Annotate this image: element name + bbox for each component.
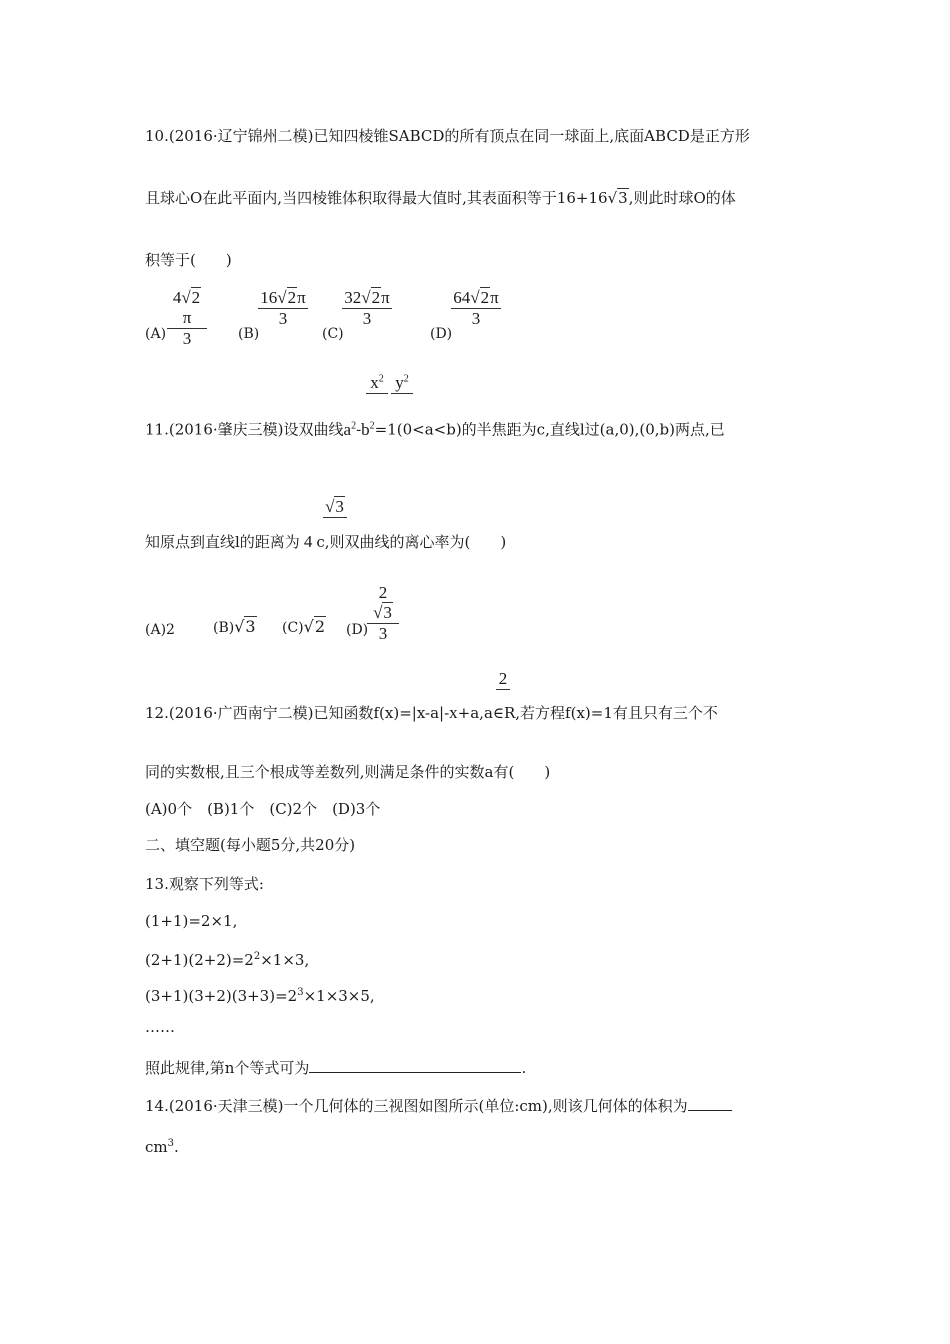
q11-line1-text-b: =1(0<a<b)的半焦距为c,直线l过(a,0),(0,b)两点,已 — [374, 420, 725, 439]
q10-line1: 10.(2016·辽宁锦州二模)已知四棱锥SABCD的所有顶点在同一球面上,底面ABCD是正方形 — [145, 127, 750, 145]
q10-option-d-label: (D) — [430, 326, 453, 342]
q11-option-a: (A)2 — [145, 622, 175, 638]
q12-line1-text-b: +a,a∈R,若方程f(x)=1有且只有三个不 — [457, 704, 718, 722]
section-heading: 二、填空题(每小题5分,共20分) — [145, 836, 356, 854]
q11-line1 — [145, 417, 725, 439]
q11-option-c: (C)√2 — [282, 617, 326, 636]
q12-fraction-numerator: 2 — [496, 669, 510, 690]
q11-den-b: $b^2$ — [361, 419, 375, 439]
q13-answer-blank[interactable] — [309, 1058, 521, 1073]
q10-option-c-label: (C) — [322, 326, 344, 342]
q10-option-a-fraction: 4√2π 3 — [167, 288, 207, 349]
q11-line2-text-b: c,则双曲线的离心率为( ) — [316, 533, 507, 551]
q11-den-a: $a^2$ — [343, 419, 357, 439]
q11-fraction-x-numerator: $x^2$ — [366, 373, 388, 394]
q11-fraction-y-numerator: $y^2$ — [391, 373, 413, 394]
q10-line2 — [145, 189, 736, 207]
q10-option-a-label: (A) — [145, 326, 167, 342]
q10-line3: 积等于( ) — [145, 251, 232, 269]
q12-line1-text-a: 12.(2016·广西南宁二模)已知函数f(x)=|x-a|- — [145, 704, 450, 722]
q11-distance-numerator: √3 — [323, 497, 347, 518]
q13-eq3: $(3+1)(3+2)(3+3)=2^3\times 1\times 3\times 5$, — [145, 987, 375, 1005]
q11-line2-text-a: 知原点到直线l的距离为 — [145, 533, 300, 551]
q14-line1: 14.(2016·天津三模)一个几何体的三视图如图所示(单位:cm),则该几何体的体积为 — [145, 1096, 732, 1115]
q10-line2-text-b: ,则此时球O的体 — [628, 189, 736, 207]
q13-dots: …… — [145, 1018, 175, 1036]
q11-option-d-fraction: 2√3 3 — [367, 583, 399, 644]
q10-option-b-fraction: 16√2π 3 — [258, 288, 308, 329]
q11-option-d-label: (D) — [346, 622, 369, 638]
q12-line1 — [145, 704, 718, 722]
q11-line1-text-a: 11.(2016·肇庆三模)设双曲线 — [145, 420, 344, 439]
sqrt-symbol: √3 — [607, 189, 628, 207]
q11-distance-denominator: 4 — [303, 532, 313, 551]
q10-option-b-label: (B) — [238, 326, 260, 342]
q13-eq2: $(2+1)(2+2)=2^2\times 1\times 3$, — [145, 951, 310, 969]
q13-eq1: (1+1)=2×1, — [145, 912, 238, 930]
q10-option-d-fraction: 64√2π 3 — [451, 288, 501, 329]
q10-line2-text-a: 且球心O在此平面内,当四棱锥体积取得最大值时,其表面积等于16+16 — [145, 189, 608, 207]
q13-last: 照此规律,第n个等式可为 . — [145, 1059, 527, 1077]
q12-fraction-denominator: x — [449, 703, 458, 722]
q11-option-b: (B)√3 — [213, 617, 256, 636]
q14-answer-blank[interactable] — [688, 1096, 732, 1111]
q10-option-c-fraction: 32√2π 3 — [342, 288, 392, 329]
q12-line2: 同的实数根,且三个根成等差数列,则满足条件的实数a有( ) — [145, 763, 551, 781]
q12-options: (A)0个 (B)1个 (C)2个 (D)3个 — [145, 800, 381, 818]
q14-unit: $cm^3$. — [145, 1138, 179, 1156]
q13-title: 13.观察下列等式: — [145, 875, 264, 893]
q11-minus: - — [356, 420, 362, 439]
q11-line2 — [145, 533, 506, 551]
